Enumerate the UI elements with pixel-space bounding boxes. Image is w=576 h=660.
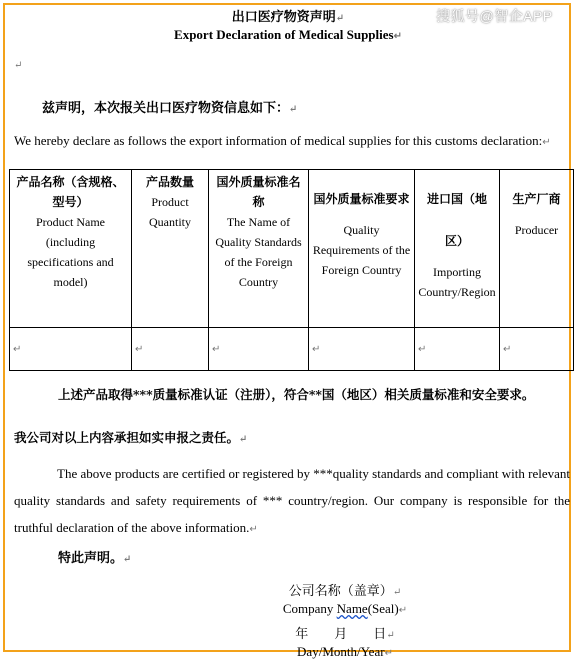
company-name-cn: 公司名称（盖章）↵: [288, 584, 402, 599]
intro-english: We hereby declare as follows the export information of medical supplies for this customs declaration:↵: [14, 133, 551, 148]
empty-paragraph-mark: ↵: [14, 60, 23, 71]
date-en: Day/Month/Year↵: [297, 644, 393, 659]
header-importing-country: 进口国（地区） Importing Country/Region: [415, 170, 500, 328]
certification-statement: 上述产品取得***质量标准认证（注册），符合**国（地区）相关质量标准和安全要求。: [58, 387, 535, 402]
header-product-name: 产品名称（含规格、型号） Product Name (including specifications and model): [10, 170, 132, 328]
header-standard-name: 国外质量标准名称 The Name of Quality Standards of the Foreign Country: [209, 170, 309, 328]
english-statement: The above products are certified or registered by ***quality standards and compliant with relevant quality standards and safety requirements of *** country/region. Our company is responsible for the truthful declaration of the above information.↵: [14, 466, 570, 535]
declaration-table: [9, 169, 574, 371]
table-cell[interactable]: ↵: [132, 328, 209, 371]
header-producer: 生产厂商 Producer: [500, 170, 574, 328]
title-english: Export Declaration of Medical Supplies↵: [174, 27, 402, 42]
header-product-quantity: 产品数量 Product Quantity: [132, 170, 209, 328]
header-quality-requirements: 国外质量标准要求 Quality Requirements of the Foreign Country: [309, 170, 415, 328]
table-cell[interactable]: ↵: [10, 328, 132, 371]
date-cn: 年 月 日↵: [295, 627, 395, 642]
table-cell[interactable]: ↵: [500, 328, 574, 371]
title-chinese: 出口医疗物资声明↵: [231, 10, 345, 25]
table-cell[interactable]: ↵: [415, 328, 500, 371]
company-name-en: Company Name(Seal)↵: [282, 601, 408, 616]
responsibility-statement: 我公司对以上内容承担如实申报之责任。↵: [14, 430, 248, 445]
table-row: [10, 328, 574, 371]
table-cell[interactable]: ↵: [309, 328, 415, 371]
table-cell[interactable]: ↵: [209, 328, 309, 371]
table-header-row: [10, 170, 574, 328]
closing-statement: 特此声明。↵: [58, 551, 132, 566]
intro-chinese: 兹声明，本次报关出口医疗物资信息如下：↵: [42, 101, 298, 116]
watermark: 搜狐号@智企APP: [436, 8, 553, 24]
